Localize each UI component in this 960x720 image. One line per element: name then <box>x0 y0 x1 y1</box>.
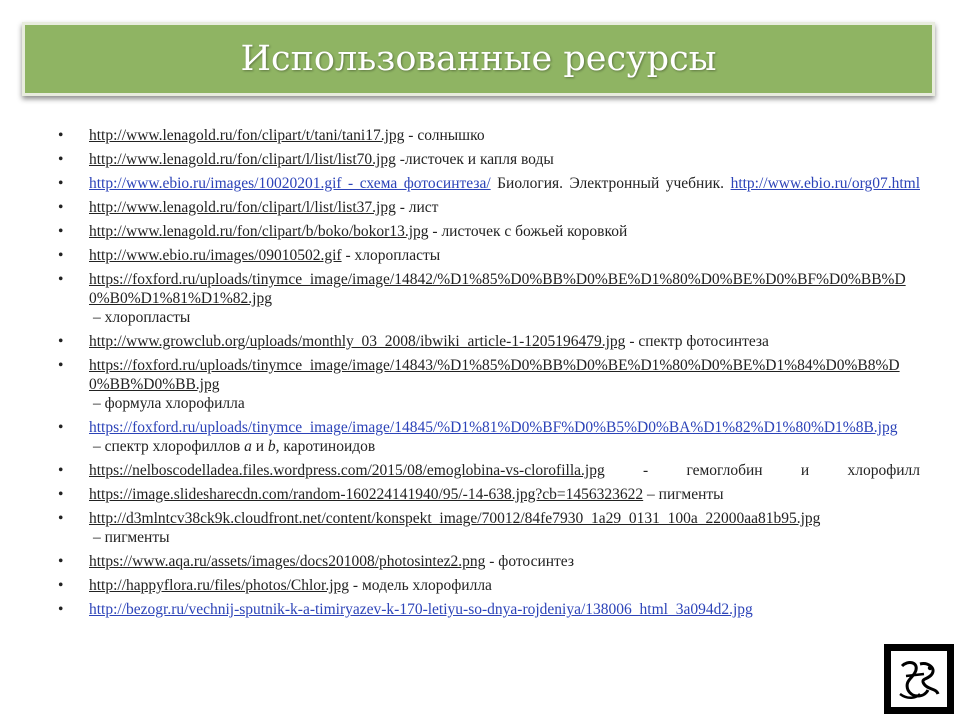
resource-description: - модель хлорофилла <box>349 577 492 594</box>
resource-description: - хлоропласты <box>341 247 441 264</box>
resource-description: - листочек с божьей коровкой <box>428 223 628 240</box>
list-item <box>58 174 920 193</box>
resource-link[interactable]: http://www.lenagold.ru/fon/clipart/b/boko/bokor13.jpg <box>89 223 429 240</box>
resource-description: – формула хлорофилла <box>93 395 245 412</box>
resource-link[interactable]: https://foxford.ru/uploads/tinymce_image/image/14843/%D1%85%D0%BB%D0%BE%D1%80%D0%BE%D1%84%D0%B8%D0%BB%D0%BB.jpg <box>89 357 900 393</box>
resource-list <box>58 126 920 624</box>
resource-description: - спектр фотосинтеза <box>625 333 769 350</box>
resource-description: - фотосинтез <box>485 553 574 570</box>
list-item <box>58 509 920 547</box>
resource-link[interactable]: https://www.aqa.ru/assets/images/docs201008/photosintez2.png <box>89 553 486 570</box>
resource-link[interactable]: http://www.ebio.ru/images/10020201.gif - схема фотосинтеза/ <box>89 175 491 192</box>
list-item <box>58 356 920 413</box>
resource-link[interactable]: http://www.lenagold.ru/fon/clipart/l/list/list70.jpg <box>89 151 396 168</box>
resource-link[interactable]: https://foxford.ru/uploads/tinymce_image/image/14845/%D1%81%D0%BF%D0%B5%D0%BA%D1%82%D1%80%D1%8B.jpg <box>89 419 898 436</box>
list-item <box>58 222 920 241</box>
resource-description: Биология. Электронный учебник. <box>490 175 725 192</box>
list-item <box>58 126 920 145</box>
page-title: Использованные ресурсы <box>240 39 717 79</box>
resource-link[interactable]: http://www.growclub.org/uploads/monthly_03_2008/ibwiki_article-1-1205196479.jpg <box>89 333 626 350</box>
title-banner <box>22 22 935 96</box>
resource-link[interactable]: http://d3mlntcv38ck9k.cloudfront.net/content/konspekt_image/70012/84fe7930_1a29_0131_100a_22000aa81b95.jpg <box>89 510 821 527</box>
list-item <box>58 576 920 595</box>
resource-link[interactable]: http://bezogr.ru/vechnij-sputnik-k-a-timiryazev-k-170-letiyu-so-dnya-rojdeniya/138006_html_3a094d2.jpg <box>89 601 753 618</box>
resource-description: – хлоропласты <box>93 309 191 326</box>
resource-description: - солнышко <box>404 127 485 144</box>
list-item <box>58 485 920 504</box>
resource-link[interactable]: https://nelboscodelladea.files.wordpress.com/2015/08/emoglobina-vs-clorofilla.jpg <box>89 462 605 479</box>
list-item <box>58 198 920 217</box>
resource-description: - лист <box>395 199 439 216</box>
logo <box>884 644 954 714</box>
resource-description: – пигменты <box>93 529 170 546</box>
resource-link[interactable]: https://foxford.ru/uploads/tinymce_image/image/14842/%D1%85%D0%BB%D0%BE%D1%80%D0%BE%D0%BF%D0%BB%D0%B0%D1%81%D1%82.jpg <box>89 271 906 307</box>
list-item <box>58 600 920 619</box>
resource-link[interactable]: http://happyflora.ru/files/photos/Chlor.jpg <box>89 577 350 594</box>
list-item <box>58 552 920 571</box>
list-item <box>58 461 920 480</box>
resource-link[interactable]: https://image.slidesharecdn.com/random-160224141940/95/-14-638.jpg?cb=1456323622 <box>89 486 644 503</box>
resource-link[interactable]: http://www.ebio.ru/images/09010502.gif <box>89 247 342 264</box>
list-item <box>58 270 920 327</box>
resource-description: - гемоглобин и хлорофилл <box>604 462 920 479</box>
resource-link-secondary[interactable]: http://www.ebio.ru/org07.html <box>730 175 920 192</box>
list-item <box>58 332 920 351</box>
resource-description: -листочек и капля воды <box>395 151 554 168</box>
list-item <box>58 150 920 169</box>
list-item <box>58 246 920 265</box>
resource-description: – пигменты <box>643 486 724 503</box>
resource-description: – спектр хлорофиллов a и b, каротиноидов <box>93 438 376 455</box>
resource-link[interactable]: http://www.lenagold.ru/fon/clipart/l/list/list37.jpg <box>89 199 396 216</box>
monogram-icon <box>891 651 947 707</box>
resource-link[interactable]: http://www.lenagold.ru/fon/clipart/t/tani/tani17.jpg <box>89 127 405 144</box>
list-item <box>58 418 920 456</box>
